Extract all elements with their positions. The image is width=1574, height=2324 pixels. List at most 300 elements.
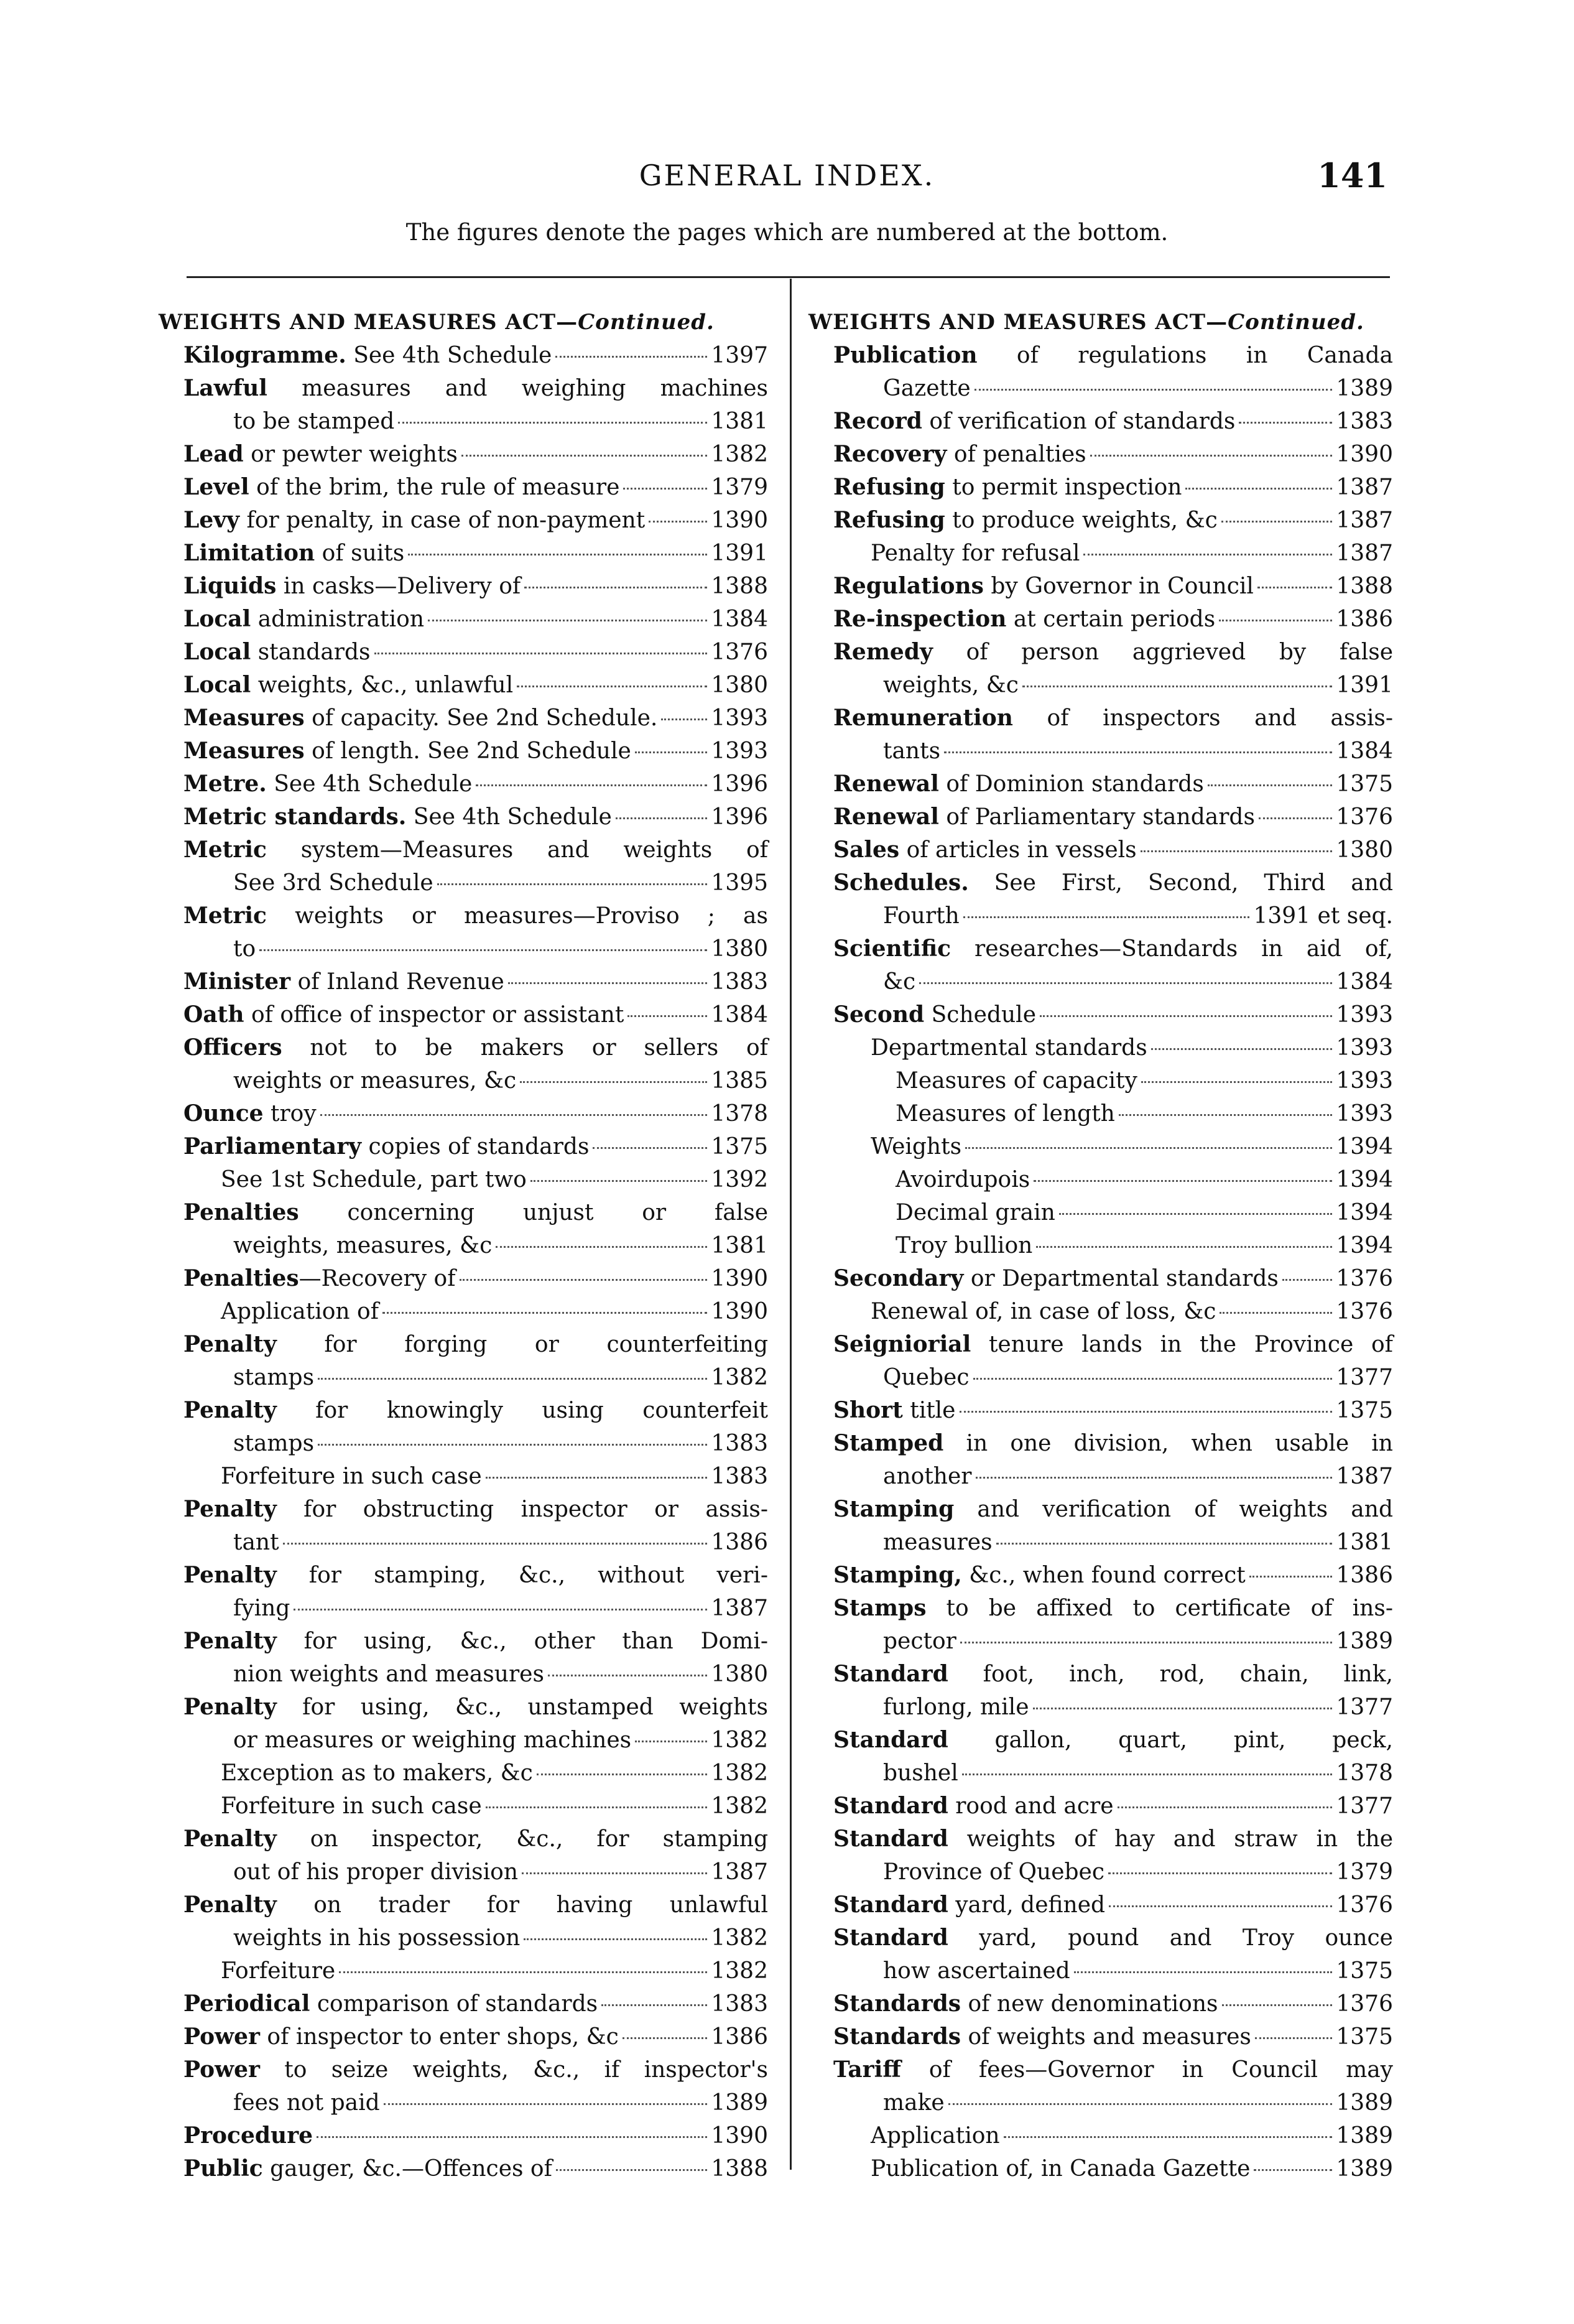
entry-description: weights of hay and straw in the bbox=[948, 1826, 1393, 1852]
index-entry bbox=[808, 1097, 1393, 1130]
page-reference: 1382 bbox=[711, 1727, 768, 1753]
entry-text bbox=[233, 1592, 290, 1625]
entry-text bbox=[183, 899, 768, 932]
page-reference: 1390 bbox=[711, 1299, 768, 1324]
index-entry bbox=[159, 702, 768, 735]
entry-keyword: Power bbox=[183, 2057, 260, 2083]
index-entry bbox=[808, 834, 1393, 867]
index-entry bbox=[808, 801, 1393, 834]
entry-description: See 3rd Schedule bbox=[233, 870, 433, 896]
entry-description: Forfeiture in such case bbox=[221, 1793, 482, 1819]
entry-text bbox=[183, 669, 513, 702]
entry-text bbox=[183, 1559, 768, 1592]
index-entry-line bbox=[808, 1163, 1393, 1196]
entry-description: of suits bbox=[315, 541, 405, 566]
page-reference: 1393 bbox=[1336, 1101, 1393, 1127]
entry-description: make bbox=[883, 2090, 945, 2116]
entry-keyword: Penalty bbox=[183, 1826, 277, 1852]
entry-text bbox=[233, 867, 433, 899]
right-entry-list bbox=[808, 339, 1393, 2185]
entry-description: of Dominion standards bbox=[938, 771, 1204, 797]
leader-dots bbox=[283, 1543, 708, 1545]
index-entry bbox=[159, 1559, 768, 1625]
leader-dots bbox=[522, 1872, 707, 1874]
index-entry-line bbox=[808, 405, 1393, 438]
leader-dots bbox=[259, 949, 707, 951]
leader-dots bbox=[1249, 1576, 1333, 1578]
leader-dots bbox=[524, 1938, 707, 1940]
entry-description: of penalties bbox=[947, 442, 1086, 467]
leader-dots bbox=[1059, 1213, 1333, 1215]
index-entry bbox=[159, 965, 768, 998]
index-entry bbox=[808, 603, 1393, 636]
entry-description: of weights and measures bbox=[961, 2024, 1251, 2050]
entry-text bbox=[233, 1427, 314, 1460]
index-entry-line bbox=[808, 998, 1393, 1031]
leader-dots bbox=[1040, 1015, 1332, 1017]
index-entry-line bbox=[159, 1262, 768, 1295]
entry-text bbox=[183, 965, 504, 998]
entry-keyword: Standard bbox=[833, 1925, 948, 1951]
entry-text bbox=[833, 1394, 956, 1427]
page-reference: 1387 bbox=[711, 1596, 768, 1621]
index-entry bbox=[159, 1987, 768, 2020]
column-divider bbox=[790, 279, 792, 2170]
entry-text bbox=[183, 1130, 589, 1163]
entry-description: weights, measures, &c bbox=[233, 1233, 493, 1258]
page-reference: 1388 bbox=[1336, 574, 1393, 599]
entry-description: &c bbox=[883, 969, 916, 995]
page-reference: 1394 bbox=[1336, 1233, 1393, 1258]
entry-keyword: Liquids bbox=[183, 573, 277, 599]
page-reference: 1395 bbox=[711, 870, 768, 896]
page-subtitle: The figures denote the pages which are numbered at the bottom. bbox=[405, 219, 1169, 246]
leader-dots bbox=[496, 1246, 707, 1248]
entry-keyword: Standards bbox=[833, 2024, 961, 2050]
entry-description: to permit inspection bbox=[945, 475, 1182, 500]
leader-dots bbox=[973, 1378, 1333, 1380]
index-entry-line bbox=[808, 768, 1393, 801]
leader-dots bbox=[1259, 817, 1332, 819]
page-reference: 1391 et seq. bbox=[1253, 903, 1393, 929]
index-entry-line bbox=[159, 636, 768, 669]
entry-keyword: Second bbox=[833, 1002, 925, 1028]
index-entry bbox=[159, 2053, 768, 2119]
index-entry-line bbox=[159, 537, 768, 570]
page-reference: 1389 bbox=[1336, 2090, 1393, 2116]
page-reference: 1389 bbox=[1336, 2156, 1393, 2182]
entry-description: on inspector, &c., for stamping bbox=[276, 1826, 768, 1852]
entry-description: by Governor in Council bbox=[983, 574, 1254, 599]
page-reference: 1375 bbox=[1336, 1958, 1393, 1984]
leader-dots bbox=[486, 1806, 708, 1808]
index-entry-line bbox=[808, 1064, 1393, 1097]
entry-description: Quebec bbox=[883, 1365, 970, 1390]
index-entry-line bbox=[159, 669, 768, 702]
entry-text bbox=[183, 2119, 313, 2152]
index-entry-line bbox=[808, 2119, 1393, 2152]
entry-description: weights or measures, &c bbox=[233, 1068, 517, 1094]
entry-description: of fees—Governor in Council may bbox=[900, 2057, 1393, 2083]
entry-text bbox=[833, 1724, 1393, 1757]
index-entry bbox=[808, 570, 1393, 603]
page-reference: 1375 bbox=[1336, 771, 1393, 797]
entry-description: weights or measures—Proviso ; as bbox=[266, 903, 768, 929]
entry-keyword: Penalties bbox=[183, 1199, 299, 1225]
leader-dots bbox=[461, 455, 707, 457]
entry-text bbox=[883, 2086, 945, 2119]
entry-description: measures and weighing machines bbox=[267, 376, 768, 401]
entry-keyword: Recovery bbox=[833, 441, 947, 467]
entry-text bbox=[183, 372, 768, 405]
entry-text bbox=[833, 339, 1393, 372]
entry-description: Penalty for refusal bbox=[871, 541, 1080, 566]
entry-description: at certain periods bbox=[1006, 607, 1216, 632]
page-reference: 1394 bbox=[1336, 1134, 1393, 1160]
entry-description: stamps bbox=[233, 1365, 315, 1390]
leader-dots bbox=[616, 817, 708, 819]
page-reference: 1390 bbox=[711, 1266, 768, 1291]
index-entry-line bbox=[808, 504, 1393, 537]
page-reference: 1381 bbox=[711, 1233, 768, 1258]
entry-keyword: Tariff bbox=[833, 2057, 901, 2083]
index-entry bbox=[159, 537, 768, 570]
entry-text bbox=[833, 504, 1218, 537]
entry-text bbox=[833, 603, 1215, 636]
entry-description: of verification of standards bbox=[922, 409, 1236, 434]
leader-dots bbox=[520, 1081, 707, 1083]
index-entry-line bbox=[808, 1262, 1393, 1295]
entry-text bbox=[883, 1757, 958, 1790]
entry-text bbox=[233, 1856, 518, 1889]
entry-keyword: Stamps bbox=[833, 1595, 927, 1621]
entry-description: of person aggrieved by false bbox=[932, 639, 1393, 665]
leader-dots bbox=[1141, 850, 1333, 852]
index-entry bbox=[159, 2020, 768, 2053]
entry-description: for using, &c., unstamped weights bbox=[276, 1694, 768, 1720]
index-entry-line bbox=[159, 1427, 768, 1460]
entry-description: in one division, when usable in bbox=[943, 1431, 1393, 1456]
entry-text bbox=[883, 735, 940, 768]
entry-text bbox=[233, 1526, 279, 1559]
page-reference: 1393 bbox=[1336, 1068, 1393, 1094]
leader-dots bbox=[963, 916, 1250, 918]
entry-description: See 4th Schedule bbox=[346, 343, 552, 368]
index-entry bbox=[159, 735, 768, 768]
entry-description: measures bbox=[883, 1530, 993, 1555]
index-entry-line bbox=[159, 1163, 768, 1196]
index-entry-line bbox=[159, 1295, 768, 1328]
leader-dots bbox=[1022, 686, 1332, 687]
entry-text bbox=[833, 1328, 1393, 1361]
leader-dots bbox=[919, 982, 1332, 984]
entry-text bbox=[833, 570, 1254, 603]
page-reference: 1386 bbox=[1336, 1563, 1393, 1588]
index-entry bbox=[808, 1295, 1393, 1328]
entry-text bbox=[183, 834, 768, 867]
page-reference: 1381 bbox=[1336, 1530, 1393, 1555]
entry-text bbox=[183, 1097, 317, 1130]
entry-keyword: Local bbox=[183, 606, 251, 632]
index-entry-line bbox=[159, 1361, 768, 1394]
entry-text bbox=[896, 1064, 1137, 1097]
index-entry-line bbox=[159, 702, 768, 735]
page-reference: 1377 bbox=[1336, 1694, 1393, 1720]
index-entry bbox=[808, 1262, 1393, 1295]
page-reference: 1376 bbox=[1336, 1266, 1393, 1291]
index-entry bbox=[808, 438, 1393, 471]
entry-description: to be stamped bbox=[233, 409, 395, 434]
entry-text bbox=[183, 1987, 598, 2020]
page-title: GENERAL INDEX. bbox=[639, 159, 935, 192]
leader-dots bbox=[962, 1773, 1333, 1775]
leader-dots bbox=[556, 2169, 707, 2171]
index-entry-line bbox=[808, 932, 1393, 965]
page-reference: 1387 bbox=[1336, 475, 1393, 500]
page-reference: 1391 bbox=[711, 541, 768, 566]
leader-dots bbox=[1255, 2037, 1333, 2039]
entry-description: to produce weights, &c bbox=[945, 508, 1218, 533]
entry-description: tants bbox=[883, 738, 941, 764]
entry-text bbox=[183, 1889, 768, 1922]
entry-text bbox=[183, 471, 619, 504]
index-entry-line bbox=[159, 1922, 768, 1954]
entry-text bbox=[221, 1295, 379, 1328]
index-entry-line bbox=[808, 1823, 1393, 1856]
entry-keyword: Penalty bbox=[183, 1562, 277, 1588]
index-entry bbox=[808, 1196, 1393, 1229]
leader-dots bbox=[524, 587, 707, 588]
entry-description: pector bbox=[883, 1629, 956, 1654]
entry-text bbox=[896, 1196, 1055, 1229]
page-reference: 1392 bbox=[711, 1167, 768, 1192]
entry-text bbox=[183, 2152, 552, 2185]
entry-keyword: Minister bbox=[183, 969, 291, 995]
entry-description: &c., when found correct bbox=[961, 1563, 1246, 1588]
index-entry bbox=[159, 2119, 768, 2152]
leader-dots bbox=[996, 1543, 1333, 1545]
index-entry bbox=[808, 768, 1393, 801]
entry-text bbox=[233, 405, 394, 438]
leader-dots bbox=[1220, 1312, 1332, 1314]
entry-text bbox=[833, 1559, 1246, 1592]
index-entry bbox=[808, 1559, 1393, 1592]
right-heading-continued: Continued. bbox=[1228, 310, 1364, 335]
entry-description: Departmental standards bbox=[871, 1035, 1147, 1061]
index-entry-line bbox=[159, 1658, 768, 1691]
entry-description: of new denominations bbox=[961, 1991, 1218, 2017]
index-entry-line bbox=[159, 504, 768, 537]
entry-description: nion weights and measures bbox=[233, 1662, 544, 1687]
entry-keyword: Penalty bbox=[183, 1694, 277, 1720]
leader-dots bbox=[1036, 1246, 1332, 1248]
entry-text bbox=[871, 1031, 1147, 1064]
entry-description: bushel bbox=[883, 1760, 958, 1786]
entry-text bbox=[833, 1262, 1279, 1295]
leader-dots bbox=[965, 1147, 1332, 1149]
index-entry bbox=[159, 339, 768, 372]
entry-text bbox=[896, 1163, 1030, 1196]
entry-description: Weights bbox=[871, 1134, 962, 1160]
page-reference: 1389 bbox=[1336, 1629, 1393, 1654]
page-reference: 1378 bbox=[1336, 1760, 1393, 1786]
page-reference: 1396 bbox=[711, 804, 768, 830]
index-entry bbox=[808, 1493, 1393, 1559]
entry-text bbox=[233, 1658, 544, 1691]
entry-keyword: Renewal bbox=[833, 771, 939, 797]
leader-dots bbox=[1185, 488, 1332, 490]
header-rule bbox=[187, 276, 1390, 278]
index-entry-line bbox=[159, 768, 768, 801]
page-reference: 1390 bbox=[711, 508, 768, 533]
leader-dots bbox=[948, 2103, 1333, 2105]
leader-dots bbox=[1208, 784, 1333, 786]
entry-description: fying bbox=[233, 1596, 290, 1621]
page-reference: 1389 bbox=[1336, 2123, 1393, 2149]
index-entry bbox=[808, 1592, 1393, 1658]
index-entry-line bbox=[808, 1328, 1393, 1361]
entry-text bbox=[871, 1130, 961, 1163]
index-entry bbox=[159, 899, 768, 965]
leader-dots bbox=[408, 554, 707, 555]
entry-text bbox=[871, 2152, 1250, 2185]
entry-keyword: Standard bbox=[833, 1826, 948, 1852]
entry-keyword: Metre. bbox=[183, 771, 267, 797]
leader-dots bbox=[318, 1444, 707, 1446]
entry-text bbox=[183, 1625, 768, 1658]
page-reference: 1379 bbox=[711, 475, 768, 500]
index-entry-line bbox=[808, 1097, 1393, 1130]
leader-dots bbox=[1108, 1872, 1332, 1874]
page-reference: 1389 bbox=[1336, 376, 1393, 401]
entry-text bbox=[833, 471, 1182, 504]
entry-description: of length. See 2nd Schedule bbox=[304, 738, 631, 764]
leader-dots bbox=[1254, 2169, 1332, 2171]
leader-dots bbox=[1221, 521, 1333, 523]
index-entry bbox=[808, 998, 1393, 1031]
index-entry bbox=[159, 1954, 768, 1987]
index-entry bbox=[159, 504, 768, 537]
entry-keyword: Lead bbox=[183, 441, 244, 467]
entry-text bbox=[833, 1427, 1393, 1460]
index-entry-line bbox=[159, 372, 768, 405]
page-reference: 1382 bbox=[711, 1925, 768, 1951]
entry-text bbox=[183, 1493, 768, 1526]
entry-description: of regulations in Canada bbox=[977, 343, 1393, 368]
entry-keyword: Stamped bbox=[833, 1430, 944, 1456]
entry-text bbox=[833, 1493, 1393, 1526]
entry-description: for obstructing inspector or assis- bbox=[276, 1497, 768, 1522]
entry-description: rood and acre bbox=[948, 1793, 1114, 1819]
leader-dots bbox=[1282, 1279, 1333, 1281]
entry-description: system—Measures and weights of bbox=[266, 837, 768, 863]
page-reference: 1388 bbox=[711, 2156, 768, 2182]
index-entry bbox=[808, 2152, 1393, 2185]
entry-description: gallon, quart, pint, peck, bbox=[948, 1727, 1393, 1753]
entry-keyword: Stamping bbox=[833, 1496, 955, 1522]
index-entry bbox=[159, 1493, 768, 1559]
page-reference: 1393 bbox=[1336, 1035, 1393, 1061]
entry-text bbox=[883, 1856, 1104, 1889]
index-entry-line bbox=[808, 471, 1393, 504]
entry-description: on trader for having unlawful bbox=[276, 1892, 768, 1918]
entry-description: Schedule bbox=[924, 1002, 1036, 1028]
entry-text bbox=[833, 932, 1393, 965]
entry-description: Measures of capacity bbox=[896, 1068, 1137, 1094]
index-entry bbox=[159, 801, 768, 834]
entry-description: tant bbox=[233, 1530, 279, 1555]
leader-dots bbox=[374, 653, 708, 654]
entry-description: Forfeiture bbox=[221, 1958, 336, 1984]
index-entry bbox=[808, 1658, 1393, 1724]
leader-dots bbox=[960, 1411, 1333, 1413]
index-entry bbox=[808, 471, 1393, 504]
index-entry-line bbox=[808, 1295, 1393, 1328]
entry-text bbox=[233, 932, 256, 965]
page-reference: 1376 bbox=[711, 639, 768, 665]
index-entry bbox=[808, 1790, 1393, 1823]
entry-description: See First, Second, Third and bbox=[968, 870, 1393, 896]
entry-description: weights, &c., unlawful bbox=[251, 672, 514, 698]
index-entry-line bbox=[808, 2152, 1393, 2185]
index-entry bbox=[159, 471, 768, 504]
entry-keyword: Standard bbox=[833, 1892, 948, 1918]
index-entry-line bbox=[808, 735, 1393, 768]
entry-keyword: Metric standards. bbox=[183, 804, 407, 830]
entry-description: Publication of, in Canada Gazette bbox=[871, 2156, 1251, 2182]
entry-description: yard, defined bbox=[948, 1892, 1106, 1918]
index-entry-line bbox=[159, 1889, 768, 1922]
page-reference: 1397 bbox=[711, 343, 768, 368]
page-reference: 1375 bbox=[711, 1134, 768, 1160]
leader-dots bbox=[623, 488, 707, 490]
index-entry bbox=[159, 1625, 768, 1691]
leader-dots bbox=[548, 1675, 707, 1676]
entry-keyword: Seigniorial bbox=[833, 1331, 971, 1357]
entry-description: how ascertained bbox=[883, 1958, 1070, 1984]
index-entry-line bbox=[808, 636, 1393, 669]
page-reference: 1393 bbox=[711, 705, 768, 731]
index-entry bbox=[808, 702, 1393, 768]
index-entry-line bbox=[159, 1757, 768, 1790]
index-entry-line bbox=[808, 1922, 1393, 1954]
entry-text bbox=[183, 702, 657, 735]
entry-keyword: Limitation bbox=[183, 540, 315, 566]
entry-keyword: Stamping, bbox=[833, 1562, 962, 1588]
index-entry bbox=[808, 1163, 1393, 1196]
entry-text bbox=[183, 537, 404, 570]
entry-text bbox=[183, 636, 371, 669]
entry-text bbox=[833, 405, 1235, 438]
index-entry-line bbox=[808, 1889, 1393, 1922]
index-entry-line bbox=[808, 1954, 1393, 1987]
leader-dots bbox=[661, 718, 707, 720]
leader-dots bbox=[960, 1642, 1333, 1643]
index-entry-line bbox=[808, 1724, 1393, 1757]
index-entry-line bbox=[808, 438, 1393, 471]
entry-keyword: Penalty bbox=[183, 1892, 277, 1918]
entry-description: or pewter weights bbox=[243, 442, 458, 467]
right-column-heading bbox=[808, 306, 1393, 339]
leader-dots bbox=[593, 1147, 707, 1149]
leader-dots bbox=[649, 521, 707, 523]
entry-description: for penalty, in case of non-payment bbox=[239, 508, 646, 533]
leader-dots bbox=[476, 784, 707, 786]
page-reference: 1378 bbox=[711, 1101, 768, 1127]
leader-dots bbox=[530, 1180, 708, 1182]
index-entry-line bbox=[159, 438, 768, 471]
index-entry-line bbox=[808, 867, 1393, 899]
